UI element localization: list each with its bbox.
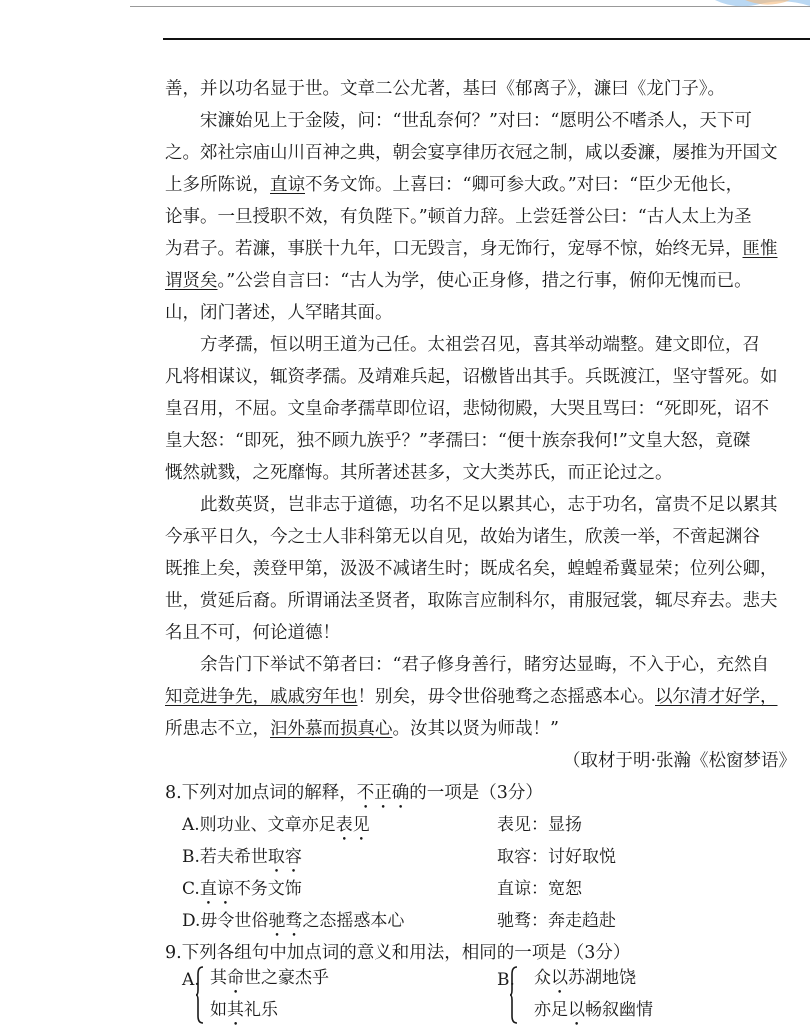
passage-text: ！别矣，毋令世俗驰骛之态摇惑本心。 — [357, 687, 655, 707]
q8-option-a — [182, 813, 370, 845]
option-text: 如 — [210, 1000, 227, 1020]
question-9-stem: 9.下列各组句中加点词的意义和用法，相同的一项是（3分） — [165, 943, 631, 963]
q9-label-a: A. — [182, 970, 200, 990]
dotted-word: 命 — [227, 968, 244, 988]
passage-line: 既推上矣，羡登甲第，汲汲不减诸生时；既成名矣，蝗蝗希冀显荣；位列公卿， — [165, 559, 778, 579]
option-text: B.若夫希世 — [182, 847, 268, 867]
q8-option-b — [182, 845, 302, 877]
question-8-stem — [165, 781, 543, 813]
q9-b-sentence-2 — [534, 998, 653, 1030]
q9-b-sentence-1 — [534, 966, 636, 998]
underlined-text: 以尔清才好学， — [655, 687, 778, 707]
brace-icon — [510, 966, 518, 1024]
underlined-text: 直谅 — [270, 175, 305, 195]
dotted-word: 其 — [227, 1000, 244, 1020]
dotted-word: 表见 — [335, 815, 370, 835]
passage-text: 所患志不立， — [165, 719, 270, 739]
q8-gloss-a: 表见：显扬 — [497, 815, 582, 835]
question-text: 的一项是（3分） — [409, 783, 543, 803]
option-text: 畅叙幽情 — [585, 1000, 653, 1020]
passage-line — [165, 717, 559, 741]
passage-text: 为君子。若濂，事朕十九年，口无毁言，身无饰行，宠辱不惊，始终无异， — [165, 239, 743, 259]
passage-line — [165, 173, 743, 197]
source-attribution: （取材于明·张瀚《松窗梦语》 — [563, 751, 797, 771]
dotted-word: 取容 — [267, 847, 302, 867]
q8-gloss-c: 直谅：宽恕 — [497, 879, 582, 899]
option-text: 世之豪杰乎 — [244, 968, 329, 988]
underlined-text: 汩外慕而损真心 — [270, 719, 393, 739]
option-text: A.则功业、文章亦足 — [182, 815, 336, 835]
passage-line: 论事。一旦授职不效，有负陛下。”顿首力辞。上尝廷誉公曰：“古人太上为圣 — [165, 207, 752, 227]
underlined-text: 知竞进争先，戚戚穷年也 — [165, 687, 358, 707]
option-text: 亦足 — [534, 1000, 568, 1020]
passage-line: 山，闭门著述，人罕睹其面。 — [165, 303, 393, 323]
passage-text: 上多所陈说， — [165, 175, 270, 195]
passage-line: 皇大怒：“即死，独不顾九族乎？”孝孺曰：“便十族奈我何!”文皇大怒，竟磔 — [165, 431, 751, 451]
emphasis-text: 不正确 — [356, 783, 410, 803]
passage-line: 皇召用，不屈。文皇命孝孺草即位诏，悲恸彻殿，大哭且骂曰：“死即死，诏不 — [165, 399, 769, 419]
passage-line: 世，赏延后裔。所谓诵法圣贤者，取陈言应制科尔，甫服冠裳，辄尽弃去。悲夫 — [165, 591, 778, 611]
passage-line: 方孝孺，恒以明王道为己任。太祖尝召见，喜其举动端整。建文即位，召 — [200, 335, 760, 355]
dotted-word: 驰骛 — [268, 911, 303, 931]
passage-line: 慨然就戮，之死靡悔。其所著述甚多，文大类苏氏，而正论过之。 — [165, 463, 673, 483]
underlined-text: 匪惟 — [742, 239, 778, 259]
passage-line: 宋濂始见上于金陵，问：“世乱奈何？”对曰：“愿明公不嗜杀人，天下可 — [200, 111, 752, 131]
passage-line: 今承平日久，今之士人非科第无以自见，故始为诸生，欣羡一举，不啻起渊谷 — [165, 527, 760, 547]
passage-line: 名且不可，何论道德！ — [165, 623, 340, 643]
corner-logo-icon — [715, 0, 810, 10]
q9-label-b: B. — [497, 970, 515, 990]
passage-line — [165, 685, 778, 709]
dotted-word: 以 — [551, 968, 568, 988]
passage-text: 不务文饰。上喜曰：“卿可参大政。”对曰：“臣少无他长， — [305, 175, 744, 195]
option-text: 不务文饰 — [233, 879, 302, 899]
q9-a-sentence-2 — [210, 998, 278, 1030]
brace-icon — [196, 966, 204, 1024]
header-rule — [163, 38, 810, 40]
passage-line: 之。郊社宗庙山川百神之典，朝会宴享律历衣冠之制，咸以委濂，屡推为开国文 — [165, 143, 778, 163]
option-text: 众 — [534, 968, 551, 988]
option-text: 礼乐 — [244, 1000, 278, 1020]
option-text: 其 — [210, 968, 227, 988]
passage-line: 余告门下举试不第者曰：“君子修身善行，睹穷达显晦，不入于心，充然自 — [200, 655, 769, 675]
q9-a-sentence-1 — [210, 966, 329, 998]
dotted-word: 直谅 — [199, 879, 234, 899]
question-text: 8.下列对加点词的解释， — [165, 783, 357, 803]
option-text: C. — [182, 879, 200, 899]
q8-option-d — [182, 909, 404, 941]
option-text: 之态摇惑本心 — [302, 911, 405, 931]
option-text: 苏湖地饶 — [568, 968, 636, 988]
underlined-text: 谓贤矣 — [165, 271, 218, 291]
passage-line: 善，并以功名显于世。文章二公尤著，基曰《郁离子》，濂曰《龙门子》。 — [165, 79, 725, 99]
passage-line: 凡将相谋议，辄资孝孺。及靖难兵起，诏檄皆出其手。兵既渡江，坚守誓死。如 — [165, 367, 778, 387]
passage-text: 。汝其以贤为师哉！” — [392, 719, 559, 739]
q8-gloss-b: 取容：讨好取悦 — [497, 847, 616, 867]
top-border-line — [130, 6, 810, 7]
passage-line: 此数英贤，岂非志于道德，功名不足以累其心，志于功名，富贵不足以累其 — [200, 495, 778, 515]
passage-text: 。”公尝自言曰：“古人为学，使心正身修，措之行事，俯仰无愧而已。 — [217, 271, 752, 291]
passage-line — [165, 237, 778, 261]
q8-option-c — [182, 877, 302, 909]
q8-gloss-d: 驰骛：奔走趋赴 — [497, 911, 616, 931]
option-text: D.毋令世俗 — [182, 911, 269, 931]
passage-line — [165, 269, 752, 293]
dotted-word: 以 — [568, 1000, 585, 1020]
